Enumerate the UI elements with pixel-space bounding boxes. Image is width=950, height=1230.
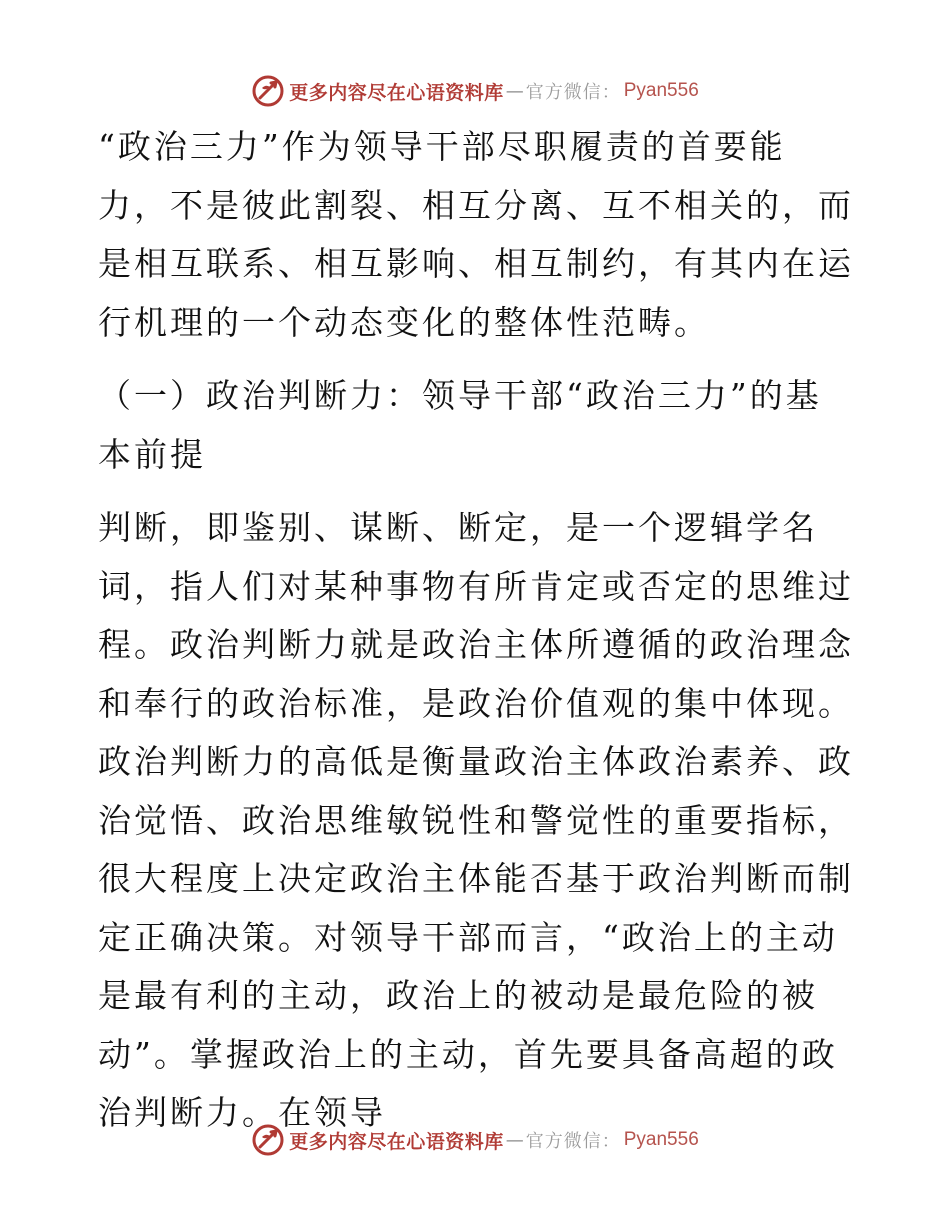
footer-wechat-id: Pyan556 (623, 1129, 699, 1150)
logo-icon (251, 1123, 285, 1157)
header-watermark (0, 72, 950, 110)
header-brand-text: 更多内容尽在心语资料库 (289, 81, 504, 104)
logo-icon (251, 74, 285, 108)
footer-dash: — (505, 1129, 524, 1151)
footer-colon: ： (601, 1131, 620, 1152)
header-colon: ： (601, 82, 620, 103)
paragraph-2: 判断，即鉴别、谋断、断定，是一个逻辑学名词，指人们对某种事物有所肯定或否定的思维过程。政治判断力就是政治主体所遵循的政治理念和奉行的政治标准，是政治价值观的集中体现。政治判断力的高低是衡量政治主体政治素养、政治觉悟、政治思维敏锐性和警觉性的重要指标，很大程度上决定政治主体能否基于政治判断而制定正确决策。对领导干部而言，“政治上的主动是最有利的主动，政治上的被动是最危险的被动”。掌握政治上的主动，首先要具备高超的政治判断力。在领导 (98, 508, 854, 1132)
header-official-label: 官方微信 (525, 82, 602, 103)
footer-official-label: 官方微信 (525, 1131, 602, 1152)
header-dash: — (505, 80, 524, 102)
paragraph-1: “政治三力”作为领导干部尽职履责的首要能力，不是彼此割裂、相互分离、互不相关的，而是相互联系、相互影响、相互制约，有其内在运行机理的一个动态变化的整体性范畴。 (98, 127, 854, 342)
header-wechat-id: Pyan556 (623, 80, 699, 101)
footer-watermark (0, 1121, 950, 1159)
section-heading: （一）政治判断力：领导干部“政治三力”的基本前提 (98, 376, 822, 474)
footer-brand-text: 更多内容尽在心语资料库 (289, 1130, 504, 1153)
